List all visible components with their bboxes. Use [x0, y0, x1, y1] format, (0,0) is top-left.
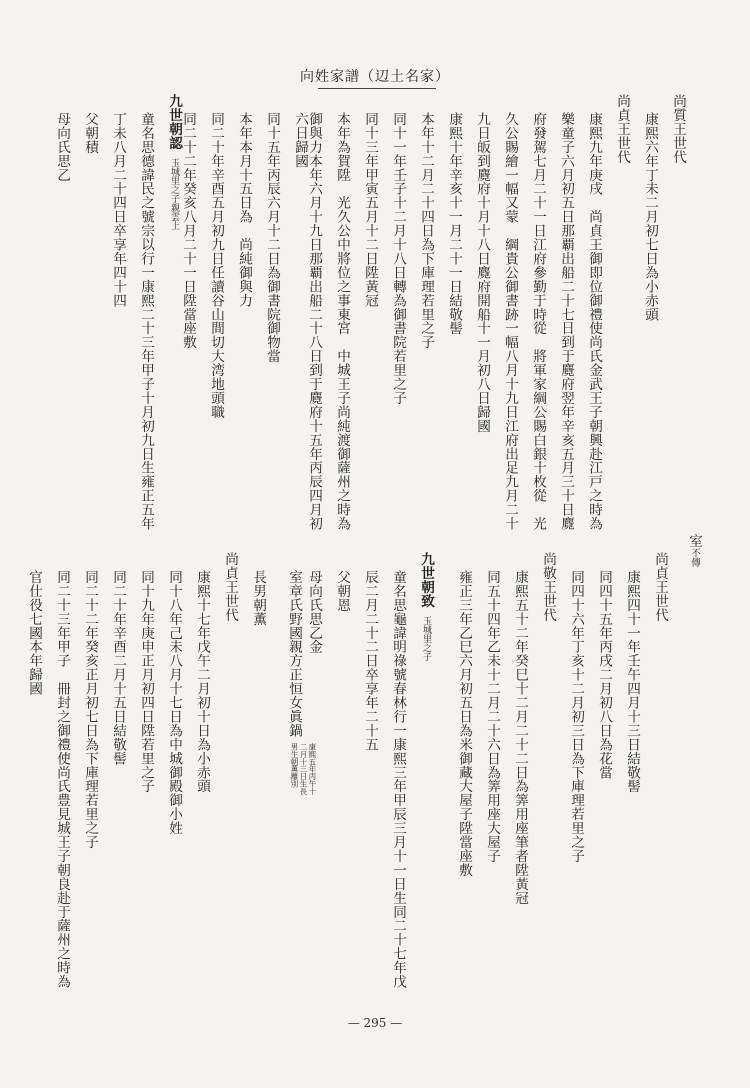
text-column: 同二十年辛酉二月十五日結敬髻 — [110, 570, 126, 766]
text-column: 六日歸國 — [292, 112, 308, 168]
text-column: 樂童子六月初五日那覇出船二十七日到于麑府翌年辛亥五月三十日麑 — [558, 112, 574, 531]
text-column: 同十八年己未八月十七日為中城御殿御小姓 — [166, 570, 182, 836]
text-column: 同十五年丙辰六月十二日為御書院御物當 — [264, 112, 280, 364]
text-column: 童名思龜諱明祿號春林行一康熙三年甲辰三月十一日生同二十七年戊 — [390, 570, 406, 989]
text-column: 同五十四年乙未十二月二十六日為筭用座大屋子 — [484, 570, 500, 863]
text-column: 尚質王世代 — [670, 94, 686, 164]
text-column: 康熙四十一年壬午四月十三日結敬髻 — [624, 570, 640, 794]
text-column: 同二十二年癸亥正月初七日為下庫理若里之子 — [82, 570, 98, 849]
text-column: 御與力本年六月十九日那覇出船二十八日到于麑府十五年丙辰四月初 — [306, 112, 322, 531]
text-column: 尚貞王世代 — [222, 552, 238, 622]
generation-heading: 九世朝致玉城里之子 — [418, 552, 434, 661]
text-column: 同十九年庚申正月初四日陞若里之子 — [138, 570, 154, 794]
text-column: 同四十五年丙戌二月初八日為花當 — [596, 570, 612, 780]
text-column: 辰二月二十二日卒享年二十五 — [362, 570, 378, 752]
text-column: 府發駕七月二十一日江府參勤于時從 將軍家綱公賜白銀十枚從 光 — [530, 112, 546, 531]
page-header-title: 向姓家譜（辺土名家） — [300, 69, 450, 85]
text-column: 童名思德諱民之號宗以行一康熙二十三年甲子十月初九日生雍正五年 — [138, 112, 154, 531]
text-column: 雍正三年乙巳六月初五日為米御藏大屋子陞當座敷 — [456, 570, 472, 877]
header-underline — [318, 88, 436, 89]
text-column: 康熙十七年戊午二月初十日為小赤頭 — [194, 570, 210, 794]
text-column: 官仕役七國本年歸國 — [26, 570, 42, 696]
page-number: — 295 — — [347, 1016, 403, 1030]
text-column: 尚敬王世代 — [540, 552, 556, 622]
text-column: 丁未八月二十四日卒享年四十四 — [110, 112, 126, 308]
generation-heading: 九世朝認玉城里之子親雲上 — [166, 94, 182, 230]
text-column: 康熙五十二年癸巳十二月二十二日為筭用座筆者陞黃冠 — [512, 570, 528, 905]
text-column: 本年十二月二十四日為下庫理若里之子 — [418, 112, 434, 350]
text-column: 同二十三年甲子 冊封之御禮使尚氏豊見城王子朝良赴于薩州之時為 — [54, 570, 70, 989]
text-column: 同十三年甲寅五月十二日陞黃冠 — [362, 112, 378, 308]
text-column: 九日皈到麑府十月十八日麑府開船十一月初八日歸國 — [474, 112, 490, 433]
text-column: 長男朝薫 — [250, 570, 266, 626]
text-column: 久公賜繪一幅又蒙 綱貴公御書跡一幅八月十九日江府出足九月二十 — [502, 112, 518, 531]
text-column: 室不傳 — [686, 534, 702, 567]
text-column: 父朝恩 — [334, 570, 350, 612]
text-column: 母向氏思乙 — [54, 112, 70, 182]
text-column: 康熙六年丁未二月初七日為小赤頭 — [642, 112, 658, 322]
text-column: 本年為賀陞 光久公中將位之事東宮 中城王子尚純渡御薩州之時為 — [334, 112, 350, 531]
text-column: 尚貞王世代 — [652, 552, 668, 622]
text-column: 同二十年辛酉五月初九日任讀谷山間切大湾地頭職 — [208, 112, 224, 419]
text-column: 父朝積 — [82, 112, 98, 154]
text-column: 同二十二年癸亥八月二十一日陞當座敷 — [180, 112, 196, 350]
text-column: 室章氏野國親方正恒女眞鍋康熙五年丙午十二月十三日生長男生朝薫離別 — [286, 570, 317, 796]
text-column: 母向氏思乙金 — [306, 570, 322, 654]
text-column: 尚貞王世代 — [614, 94, 630, 164]
text-column: 同四十六年丁亥十二月初三日為下庫理若里之子 — [568, 570, 584, 863]
text-column: 康熙十年辛亥十一月二十一日結敬髻 — [446, 112, 462, 336]
text-column: 本年本月十五日為 尚純御與力 — [236, 112, 252, 308]
text-column: 同十一年壬子十二月十八日轉為御書院若里之子 — [390, 112, 406, 405]
text-column: 康熙九年庚戌 尚貞王御即位御禮使尚氏金武王子朝興赴江戸之時為 — [586, 112, 602, 531]
